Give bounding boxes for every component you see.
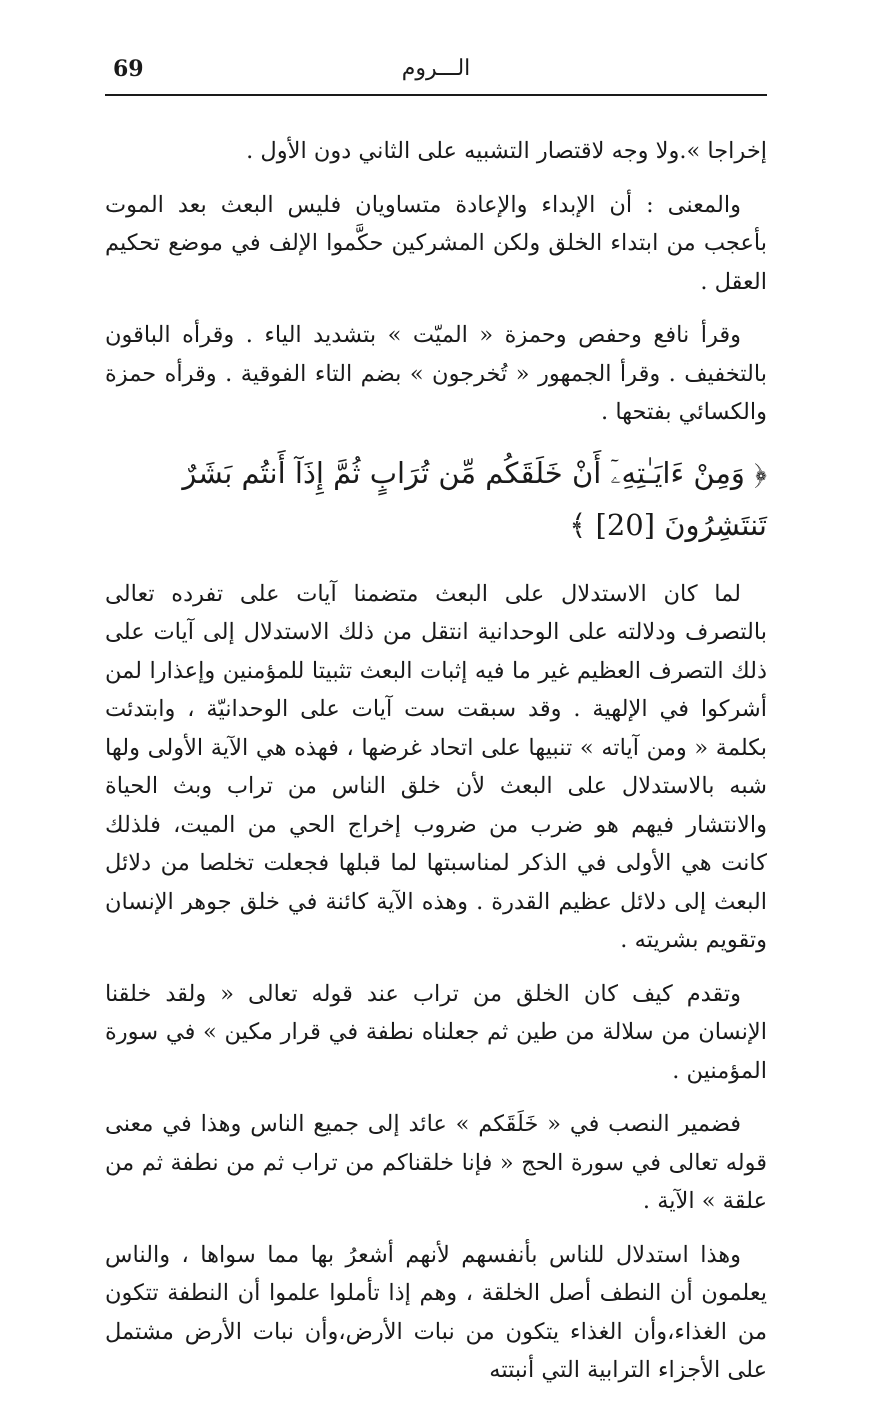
paragraph-commentary-intro: لما كان الاستدلال على البعث متضمنا آيات على تفرده تعالى بالتصرف ودلالته على الوحدانية انتقل من ذلك الاستدلال إلى آيات على ذلك التصرف العظيم غير ما فيه إثبات البعث تثبيتا للمؤمنين وإعذارا لمن أشركوا في الإلهية . وقد سبقت ست آيات على الوحدانيّة ، وابتدئت بكلمة « ومن آياته » تنبيها على اتحاد غرضها ، فهذه هي الآية الأولى ولها شبه بالاستدلال على البعث لأن خلق الناس من تراب وبث الحياة والانتشار فيهم هو ضرب من ضروب إخراج الحي من الميت، فلذلك كانت هي الأولى في الذكر لمناسبتها لما قبلها فجعلت تخلصا من دلائل البعث إلى دلائل عظيم القدرة . وهذه الآية كائنة في خلق جوهر الإنسان وتقويم بشريته . xyxy=(105,580,767,953)
verse-close-bracket: ﴾ xyxy=(569,507,587,542)
verse-number: [20] xyxy=(595,507,656,542)
page-body xyxy=(105,132,767,1405)
paragraph-inference: وهذا استدلال للناس بأنفسهم لأنهم أشعرُ بها مما سواها ، والناس يعلمون أن النطف أصل الخلقة ، وهم إذا تأملوا علموا أن النطفة تتكون من الغذاء،وأن الغذاء يتكون من نبات الأرض،وأن نبات الأرض مشتمل على الأجزاء الترابية التي أنبتته xyxy=(105,1241,767,1383)
paragraph-meaning: والمعنى : أن الإبداء والإعادة متساويان فليس البعث بعد الموت بأعجب من ابتداء الخلق ولكن المشركين حكَّموا الإلف في موضع تحكيم العقل . xyxy=(105,191,767,295)
paragraph-continuation: إخراجا ».ولا وجه لاقتصار التشبيه على الثاني دون الأول . xyxy=(246,138,767,164)
page-header xyxy=(105,52,767,96)
verse-text: ﴿ وَمِنْ ءَايَـٰتِهِۦٓ أَنْ خَلَقَكُم مِّن تُرَابٍ ثُمَّ إِذَآ أَنتُم بَشَرٌ تَنتَشِرُونَ xyxy=(182,455,767,542)
paragraph-pronoun: فضمير النصب في « خَلَقَكم » عائد إلى جميع الناس وهذا في معنى قوله تعالى في سورة الحج « فإنا خلقناكم من تراب ثم من نطفة ثم من علقة » الآية . xyxy=(105,1111,767,1214)
quran-verse xyxy=(105,447,767,551)
paragraph-readings: وقرأ نافع وحفص وحمزة « الميّت » بتشديد الياء . وقرأه الباقون بالتخفيف . وقرأ الجمهور « تُخرجون » بضم التاء الفوقية . وقرأه حمزة والكسائي بفتحها . xyxy=(105,322,767,425)
page-number: 69 xyxy=(113,56,144,82)
running-title: الـــروم xyxy=(401,56,471,81)
paragraph-creation-from-dust: وتقدم كيف كان الخلق من تراب عند قوله تعالى « ولقد خلقنا الإنسان من سلالة من طين ثم جعلناه نطفة في قرار مكين » في سورة المؤمنين . xyxy=(105,980,767,1084)
